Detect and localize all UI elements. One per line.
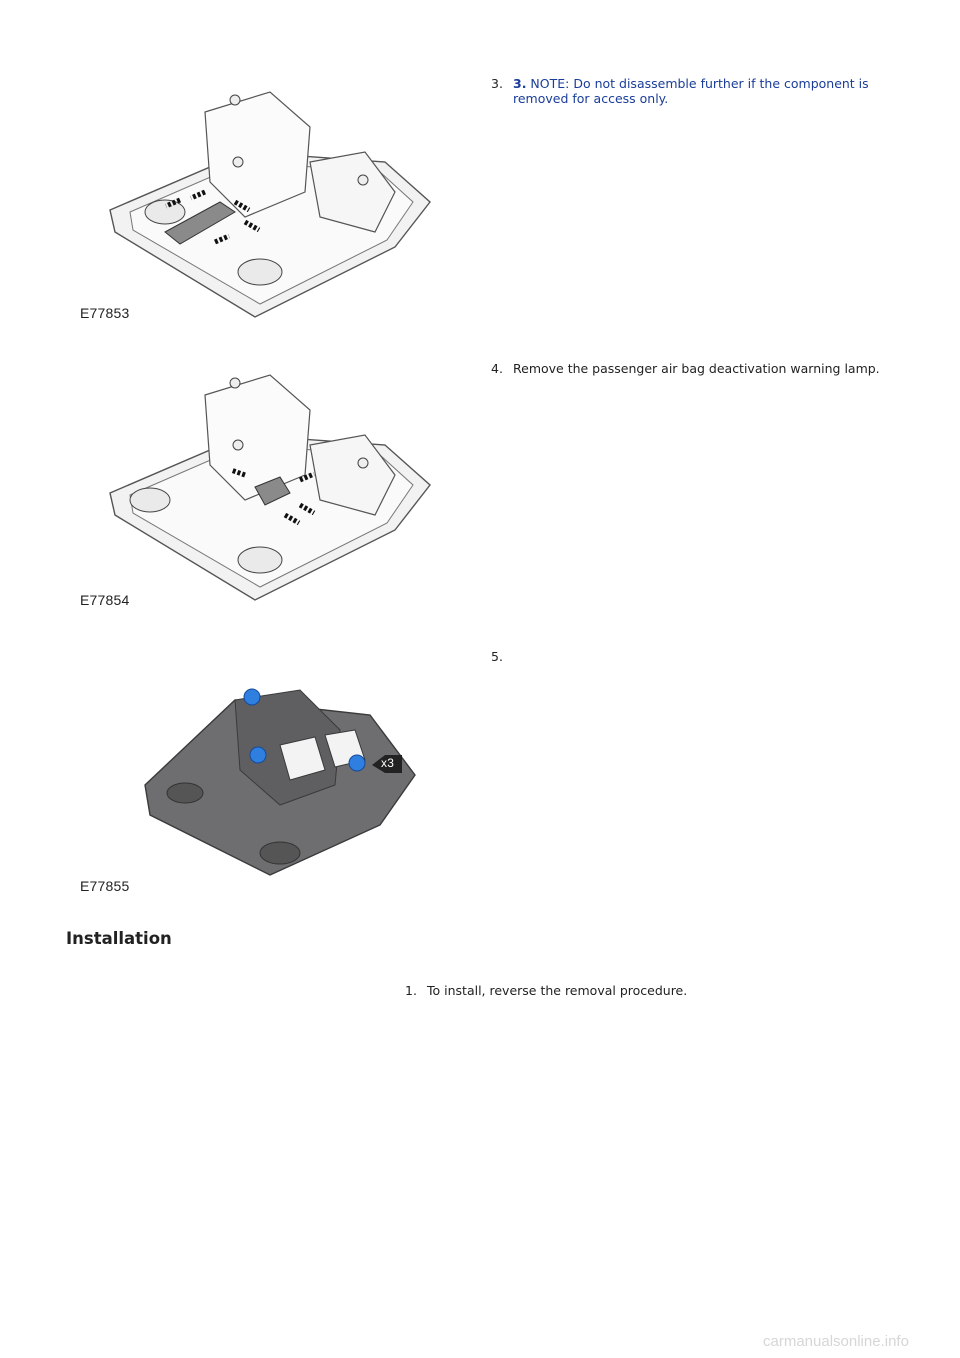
section-heading-installation: Installation — [66, 929, 172, 948]
figure-code: E77854 — [80, 592, 130, 608]
footer-watermark: carmanualsonline.info — [763, 1333, 909, 1350]
step-number: 4. — [491, 361, 503, 376]
headliner-console-illustration — [95, 365, 440, 605]
figure-code: E77855 — [80, 878, 130, 894]
step-number: 5. — [491, 649, 503, 664]
step-number: 3. — [491, 76, 503, 91]
callout-label: x3 — [381, 756, 395, 770]
figure-code: E77853 — [80, 305, 130, 321]
headliner-console-illustration — [95, 82, 440, 322]
figure-e77855 — [140, 675, 425, 880]
step-number: 1. — [405, 983, 417, 998]
step-text — [513, 76, 883, 106]
note-text: NOTE: Do not disassemble further if the component is removed for access only. — [513, 76, 869, 106]
step-bold-label: 3. — [513, 76, 527, 91]
step-text: Remove the passenger air bag deactivation warning lamp. — [513, 361, 880, 376]
step-text: To install, reverse the removal procedure. — [427, 983, 688, 998]
figure-e77853 — [95, 82, 440, 322]
figure-e77854 — [95, 365, 440, 605]
headliner-console-dark-illustration — [140, 675, 425, 880]
